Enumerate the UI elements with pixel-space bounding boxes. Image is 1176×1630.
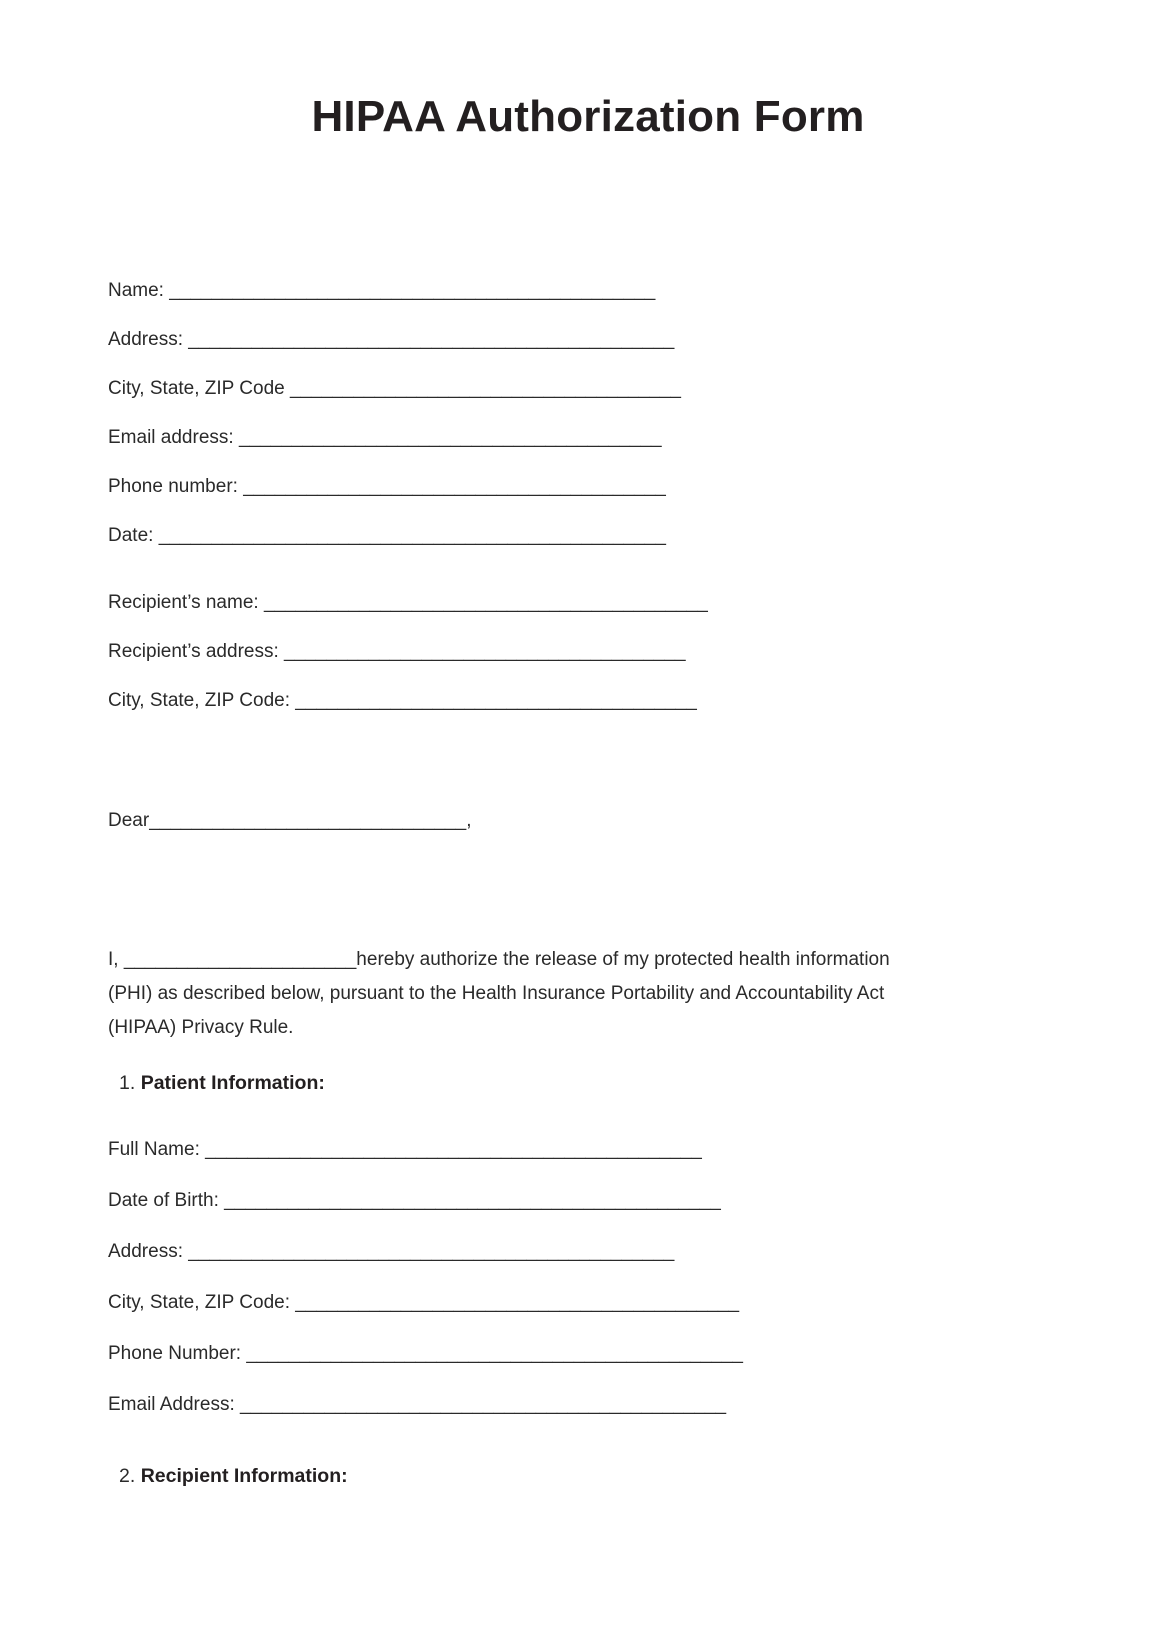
field-patient-phone-number (108, 1344, 1068, 1364)
field-name (108, 281, 1068, 301)
field-label: Date of Birth: (108, 1189, 219, 1211)
field-patient-address (108, 1242, 1068, 1262)
section-heading-recipient-information (108, 1465, 1068, 1487)
field-email-address (108, 428, 1068, 448)
salutation-suffix: , (466, 809, 472, 831)
blank-line: _______________________________________________ (199, 1138, 702, 1160)
blank-line: _____________________________________ (284, 377, 681, 399)
blank-line: __________________________________________ (258, 591, 708, 613)
blank-line: ______________________________ (149, 809, 467, 831)
blank-line: __________________________________________ (289, 1291, 740, 1313)
blank-line: ______________________________________ (278, 640, 686, 662)
blank-line: ______________________________________________ (163, 279, 656, 301)
field-label: City, State, ZIP Code: (108, 689, 290, 711)
field-label: Recipient’s name: (108, 591, 259, 613)
page-title: HIPAA Authorization Form (311, 92, 865, 141)
sender-fields-block (108, 281, 1068, 546)
field-date (108, 526, 1068, 546)
field-label: Address: (108, 1240, 183, 1262)
section-heading-patient-information (108, 1072, 1068, 1094)
blank-line: ______________________________________________ (234, 1393, 727, 1415)
field-recipient-city-state-zip (108, 691, 1068, 711)
authorization-paragraph (108, 943, 1068, 1045)
blank-line: ______________________________________ (289, 689, 697, 711)
section-number: 2. (119, 1464, 141, 1487)
recipient-fields-block (108, 593, 1068, 711)
field-label: Recipient’s address: (108, 640, 279, 662)
blank-line: ________________________________________ (237, 475, 666, 497)
field-label: City, State, ZIP Code: (108, 1291, 290, 1313)
field-label: Full Name: (108, 1138, 200, 1160)
field-label: Phone number: (108, 475, 238, 497)
patient-fields-block (108, 1140, 1068, 1415)
blank-line: ______________________________________________ (182, 328, 675, 350)
field-label: Email address: (108, 426, 234, 448)
salutation-line (108, 811, 1068, 831)
section-number: 1. (119, 1071, 141, 1094)
field-patient-email-address (108, 1395, 1068, 1415)
field-label: Date: (108, 524, 154, 546)
field-phone-number (108, 477, 1068, 497)
blank-line: _______________________________________________ (218, 1189, 721, 1211)
field-recipient-name (108, 593, 1068, 613)
blank-line: ________________________________________ (233, 426, 662, 448)
blank-line: ______________________________________________ (182, 1240, 675, 1262)
salutation-prefix: Dear (108, 809, 150, 831)
section-title: Recipient Information: (140, 1464, 348, 1487)
paragraph-line: (HIPAA) Privacy Rule. (108, 1016, 294, 1038)
field-patient-city-state-zip (108, 1293, 1068, 1313)
field-label: Name: (108, 279, 164, 301)
field-address (108, 330, 1068, 350)
field-label: City, State, ZIP Code (108, 377, 285, 399)
field-city-state-zip (108, 379, 1068, 399)
blank-line: _______________________________________________ (241, 1342, 744, 1364)
field-recipient-address (108, 642, 1068, 662)
paragraph-line: I, ______________________hereby authorize the release of my protected health information (108, 948, 890, 970)
field-patient-full-name (108, 1140, 1068, 1160)
field-patient-date-of-birth (108, 1191, 1068, 1211)
section-title: Patient Information: (140, 1071, 325, 1094)
blank-line: ________________________________________________ (153, 524, 666, 546)
field-label: Address: (108, 328, 183, 350)
field-label: Email Address: (108, 1393, 235, 1415)
field-label: Phone Number: (108, 1342, 242, 1364)
paragraph-line: (PHI) as described below, pursuant to the Health Insurance Portability and Accountability Act (108, 982, 885, 1004)
